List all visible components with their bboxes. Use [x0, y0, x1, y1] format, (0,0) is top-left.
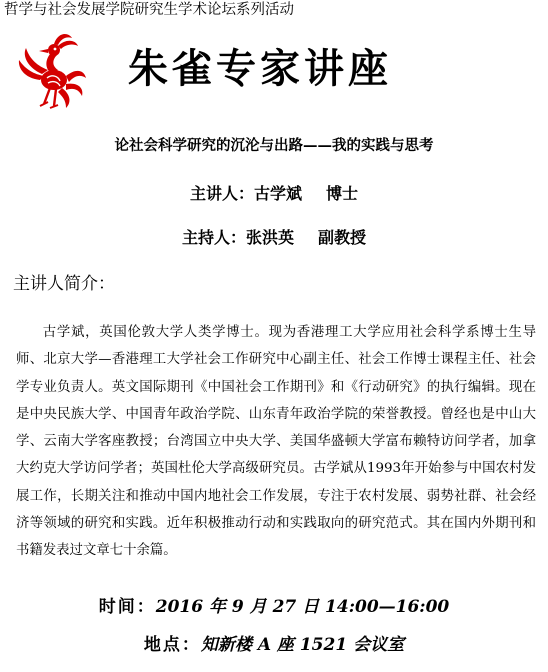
speaker-line [0, 183, 548, 205]
series-title: 哲学与社会发展学院研究生学术论坛系列活动 [4, 2, 294, 18]
speaker-title: 博士 [326, 184, 359, 203]
lecture-series-brand: 朱雀专家讲座 [128, 45, 392, 92]
time-value: 2016 年 9 月 27 日 14:00—16:00 [155, 597, 450, 617]
host-line [0, 227, 548, 249]
speaker-bio: 古学斌，英国伦敦大学人类学博士。现为香港理工大学应用社会科学系博士生导师、北京大学—香港理工大学社会工作研究中心副主任、社会工作博士课程主任、社会学专业负责人。英文国际期刊《中国社会工作期刊》和《行动研究》的执行编辑。现在是中央民族大学、中国青年政治学院、山东青年政治学院的荣誉教授。曾经也是中山大学、云南大学客座教授；台湾国立中央大学、美国华盛顿大学富布赖特访问学者，加拿大约克大学访问学者；英国杜伦大学高级研究员。古学斌从1993年开始参与中国农村发展工作，长期关注和推动中国内地社会工作发展，专注于农村发展、弱势社群、社会经济等领域的研究和实践。近年积极推动行动和实践取向的研究范式。其在国内外期刊和书籍发表过文章七十余篇。 [16, 325, 536, 559]
place-line [0, 633, 548, 657]
host-title: 副教授 [318, 228, 367, 247]
speaker-label: 主讲人： [189, 184, 254, 203]
intro-heading: 主讲人简介： [13, 274, 115, 294]
lecture-title: 论社会科学研究的沉沦与出路——我的实践与思考 [114, 137, 434, 154]
time-label: 时间： [98, 597, 156, 617]
phoenix-seal-icon [14, 30, 90, 114]
speaker-name: 古学斌 [253, 184, 302, 203]
time-line [0, 595, 548, 619]
host-name: 张洪英 [245, 228, 294, 247]
place-label: 地点： [143, 635, 201, 655]
host-label: 主持人： [181, 228, 246, 247]
place-value: 知新楼 A 座 1521 会议室 [200, 635, 405, 655]
